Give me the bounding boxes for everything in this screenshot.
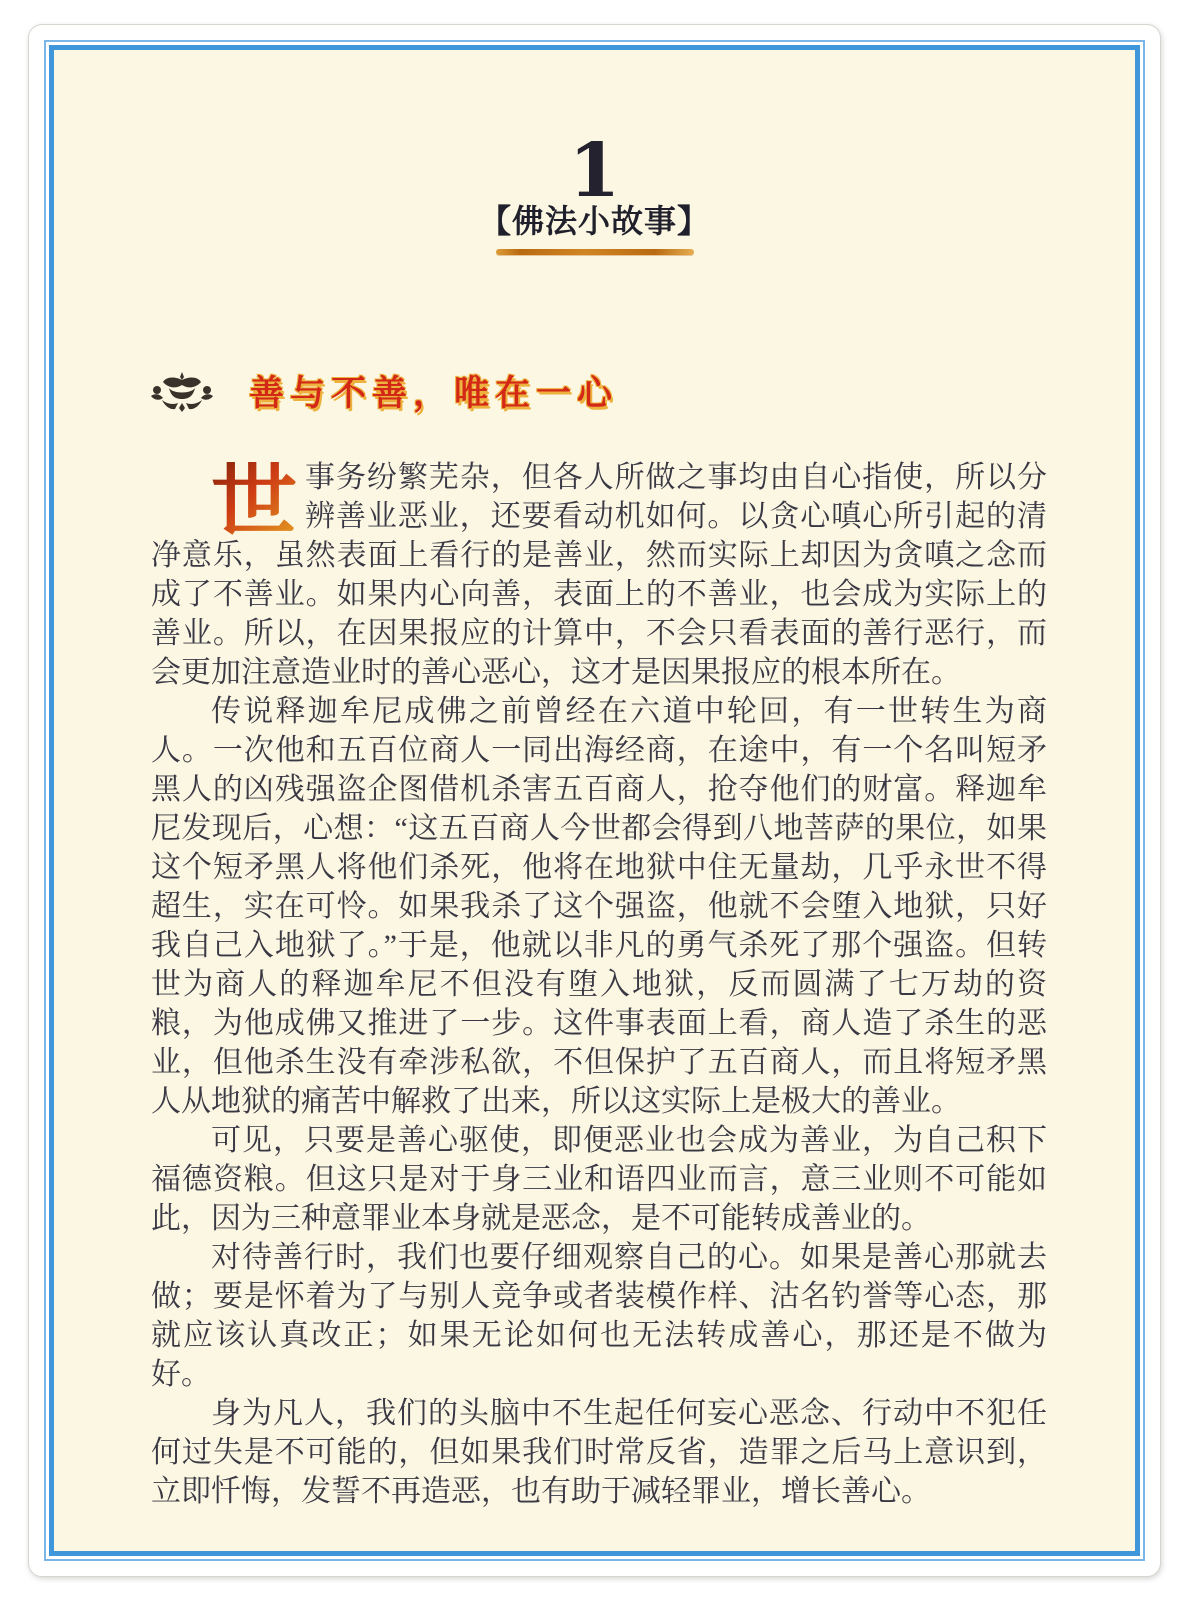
section-title: 善与不善，唯在一心: [249, 374, 619, 413]
paragraph: [151, 692, 1047, 1121]
paragraph: [151, 451, 1047, 692]
article-body: [151, 451, 1047, 1511]
chapter-number: 1: [568, 128, 621, 214]
floral-crest-ornament-icon: [147, 370, 217, 414]
gold-underline-rule: [496, 249, 694, 255]
drop-cap-character: 世: [211, 451, 297, 547]
paragraph-text: 传说释迦牟尼成佛之前曾经在六道中轮回，有一世转生为商人。一次他和五百位商人一同出海经商，在途中，有一个名叫短矛黑人的凶残强盗企图借机杀害五百商人，抢夺他们的财富。释迦牟尼发现后，心想：“这五百商人今世都会得到八地菩萨的果位，如果这个短矛黑人将他们杀死，他将在地狱中住无量劫，几乎永世不得超生，实在可怜。如果我杀了这个强盗，他就不会堕入地狱，只好我自己入地狱了。”于是，他就以非凡的勇气杀死了那个强盗。但转世为商人的释迦牟尼不但没有堕入地狱，反而圆满了七万劫的资粮，为他成佛又推进了一步。这件事表面上看，商人造了杀生的恶业，但他杀生没有牵涉私欲，不但保护了五百商人，而且将短矛黑人从地狱的痛苦中解救了出来，所以这实际上是极大的善业。: [151, 695, 1047, 1118]
inner-blue-frame: [49, 45, 1140, 1556]
paper-area: [54, 50, 1135, 1551]
paragraph-text: 事务纷繁芜杂，但各人所做之事均由自心指使，所以分辨善业恶业，还要看动机如何。以贪心嗔心所引起的清净意乐，虽然表面上看行的是善业，然而实际上却因为贪嗔之念而成了不善业。如果内心向善，表面上的不善业，也会成为实际上的善业。所以，在因果报应的计算中，不会只看表面的善行恶行，而会更加注意造业时的善心恶心，这才是因果报应的根本所在。: [151, 461, 1047, 689]
paragraph-text: 对待善行时，我们也要仔细观察自己的心。如果是善心那就去做；要是怀着为了与别人竞争或者装模作样、沽名钓誉等心态，那就应该认真改正；如果无论如何也无法转成善心，那还是不做为好。: [151, 1241, 1047, 1391]
paragraph-text: 可见，只要是善心驱使，即便恶业也会成为善业，为自己积下福德资粮。但这只是对于身三业和语四业而言，意三业则不可能如此，因为三种意罪业本身就是恶念，是不可能转成善业的。: [151, 1124, 1047, 1235]
page-card: [28, 24, 1161, 1577]
paragraph: [151, 1238, 1047, 1394]
paragraph-text: 身为凡人，我们的头脑中不生起任何妄心恶念、行动中不犯任何过失是不可能的，但如果我们时常反省，造罪之后马上意识到，立即忏悔，发誓不再造恶，也有助于减轻罪业，增长善心。: [151, 1397, 1047, 1508]
outer-blue-frame: [44, 40, 1145, 1561]
paragraph: [151, 1394, 1047, 1511]
chapter-title: 【佛法小故事】: [478, 203, 710, 239]
paragraph: [151, 1121, 1047, 1238]
